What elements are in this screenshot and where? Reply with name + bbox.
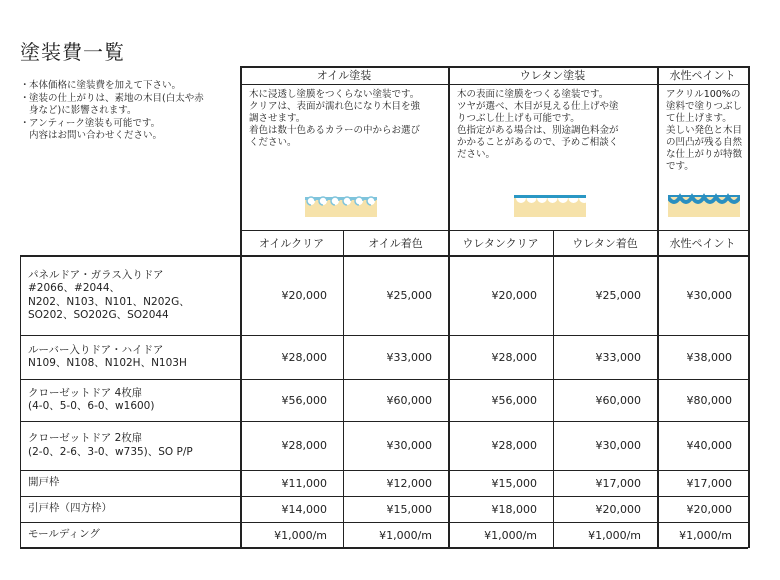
table-rule (20, 256, 21, 548)
price-cell: ¥28,000 (281, 350, 327, 364)
price-cell: ¥17,000 (686, 476, 732, 490)
price-cell: ¥11,000 (281, 476, 327, 490)
table-rule (20, 547, 748, 549)
table-rule (240, 66, 748, 68)
category-header: オイル塗装 (316, 69, 372, 82)
note-bullet: ・ (20, 92, 30, 104)
row-label (20, 379, 240, 421)
row-label (20, 335, 240, 379)
urethane-finish-swatch-icon (514, 193, 586, 219)
note-text: 本体価格に塗装費を加えて下さい。 (29, 80, 182, 91)
price-cell: ¥20,000 (686, 502, 732, 516)
row-label (20, 470, 240, 496)
price-cell: ¥40,000 (686, 439, 732, 452)
note-text: 身など)に影響されます。 (29, 105, 137, 116)
category-header: 水性ペイント (669, 69, 736, 82)
price-cell: ¥25,000 (595, 289, 641, 302)
description-line: の凹凸が残る自然 (666, 137, 743, 148)
price-cell: ¥25,000 (386, 289, 432, 302)
price-cell: ¥30,000 (686, 289, 732, 302)
description-line: 木の表面に塗膜をつくる塗装です。 (457, 89, 609, 100)
table-rule (553, 230, 554, 548)
note-text: アンティーク塗装も可能です。 (29, 117, 161, 129)
note-bullet: ・ (20, 117, 30, 129)
price-cell: ¥30,000 (595, 439, 641, 452)
column-header: ウレタンクリア (462, 237, 539, 250)
description-line: ださい。 (457, 149, 496, 160)
price-cell: ¥1,000/m (274, 528, 327, 542)
page-title: 塗装費一覧 (20, 40, 125, 64)
description-line: 美しい発色と木目 (666, 125, 743, 136)
price-cell: ¥1,000/m (379, 528, 432, 542)
price-cell: ¥14,000 (281, 502, 327, 516)
notes-list (20, 80, 232, 143)
row-label-line: モールディング (28, 528, 100, 541)
price-cell: ¥80,000 (686, 393, 732, 407)
price-cell: ¥20,000 (281, 289, 327, 302)
row-label (20, 421, 240, 470)
description-line: 塗料で塗りつぶし (666, 101, 743, 112)
price-cell: ¥18,000 (491, 502, 537, 516)
row-label-line: SO202、SO202G、SO2044 (28, 309, 169, 321)
row-label-line: ルーバー入りドア・ハイドア (28, 343, 164, 356)
note-text: 内容はお問い合わせください。 (29, 130, 163, 141)
note-line (20, 105, 232, 118)
price-cell: ¥20,000 (491, 289, 537, 302)
row-label (20, 522, 240, 548)
table-rule (20, 522, 748, 523)
price-cell: ¥20,000 (595, 502, 641, 516)
description-line: 着色は数十色あるカラーの中からお選び (249, 125, 421, 136)
note-line (20, 118, 232, 131)
table-rule (20, 379, 748, 380)
description-line: アクリル100%の (666, 89, 741, 100)
row-label-line: 開戸枠 (28, 476, 60, 489)
table-rule (20, 255, 748, 257)
row-label (20, 256, 240, 335)
price-cell: ¥60,000 (595, 393, 641, 407)
row-label-line: (2-0、2-6、3-0、w735)、SO P/P (28, 445, 193, 458)
row-label-line: クローゼットドア 2枚扉 (28, 432, 143, 444)
price-cell: ¥33,000 (595, 350, 641, 364)
row-label-line: N109、N108、N102H、N103H (28, 357, 187, 369)
price-cell: ¥56,000 (281, 393, 327, 407)
note-line (20, 93, 232, 106)
description-line: クリアは、表面が濡れ色になり木目を強 (249, 101, 421, 112)
price-cell: ¥28,000 (491, 439, 537, 452)
price-cell: ¥33,000 (386, 350, 432, 364)
note-line (20, 80, 232, 93)
description-line: 色指定がある場合は、別途調色料金が (457, 125, 619, 136)
description-line: かかることがあるので、予めご相談く (457, 137, 619, 148)
row-label-line: N202、N103、N101、N202G、 (28, 295, 190, 308)
water-paint-finish-swatch-icon (668, 193, 740, 219)
description-line: て仕上げます。 (666, 113, 732, 124)
price-cell: ¥28,000 (281, 439, 327, 452)
note-text: 塗装の仕上がりは、素地の木目(白太や赤 (29, 92, 204, 104)
table-rule (240, 66, 242, 548)
description-line: 調させます。 (249, 113, 306, 124)
price-cell: ¥1,000/m (484, 528, 537, 542)
price-cell: ¥15,000 (386, 502, 432, 516)
description-line: ください。 (249, 137, 297, 148)
category-header: ウレタン塗装 (519, 69, 586, 82)
price-cell: ¥12,000 (386, 476, 432, 490)
price-cell: ¥38,000 (686, 350, 732, 364)
row-label-line: 引戸枠（四方枠） (28, 502, 112, 515)
column-header: ウレタン着色 (572, 237, 638, 250)
price-cell: ¥60,000 (386, 393, 432, 407)
table-rule (20, 335, 748, 336)
table-rule (748, 66, 750, 548)
note-bullet: ・ (20, 80, 30, 91)
table-rule (20, 496, 748, 497)
table-rule (20, 470, 748, 471)
description-line: りつぶし仕上げも可能です。 (457, 113, 580, 124)
table-rule (448, 66, 450, 548)
row-label-line: クローゼットドア 4枚扉 (28, 386, 143, 399)
row-label (20, 496, 240, 522)
price-cell: ¥56,000 (491, 393, 537, 407)
price-cell: ¥15,000 (491, 476, 537, 490)
note-line (20, 130, 232, 143)
table-rule (343, 230, 344, 548)
row-label-line: (4-0、5-0、6-0、w1600) (28, 400, 155, 412)
description-line: な仕上がりが特徴 (666, 149, 743, 160)
table-rule (240, 84, 748, 85)
column-header: オイルクリア (258, 237, 325, 250)
price-cell: ¥28,000 (491, 350, 537, 364)
description-line: 木に浸透し塗膜をつくらない塗装です。 (249, 89, 420, 100)
table-rule (20, 421, 748, 422)
price-cell: ¥17,000 (595, 476, 641, 490)
price-cell: ¥1,000/m (588, 528, 641, 542)
price-cell: ¥1,000/m (679, 528, 732, 542)
description-line: ツヤが選べ、木目が見える仕上げや塗 (457, 101, 619, 112)
oil-finish-swatch-icon (305, 193, 377, 219)
table-rule (657, 66, 659, 548)
column-header: オイル着色 (368, 237, 423, 250)
row-label-line: #2066、#2044、 (28, 282, 121, 294)
description-line: です。 (666, 161, 694, 172)
table-rule (240, 230, 748, 231)
row-label-line: パネルドア・ガラス入りドア (28, 268, 164, 281)
price-cell: ¥30,000 (386, 439, 432, 452)
column-header: 水性ペイント (669, 237, 736, 250)
